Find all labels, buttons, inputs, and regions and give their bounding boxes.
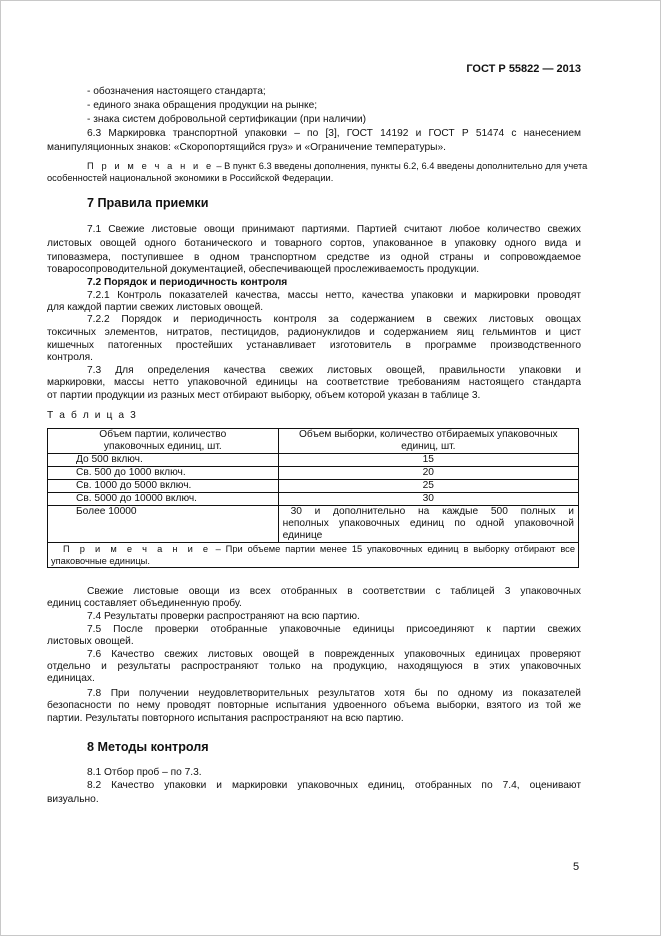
table-row (48, 467, 579, 480)
note-text: – В пункт 6.3 введены дополнения, пункты 6.2, 6.4 введены дополнительно для учета (216, 161, 588, 171)
table-note-row (48, 543, 579, 568)
table-note (48, 543, 579, 568)
table-cell: 30 и дополнительно на каждые 500 полных и неполных упаковочных единиц по одной упаковочной единице (278, 506, 578, 543)
note-text: – При объеме партии менее 15 упаковочных единиц в выборку отбирают все (215, 544, 575, 554)
table-cell: 20 (278, 467, 578, 480)
paragraph-7-1-line: типовазмера, поступившее в одном транспортном средстве из одной страны и сопровождаемое (47, 252, 581, 263)
sample-size-table (47, 428, 579, 568)
table-row (48, 454, 579, 467)
note-text: особенностей национальной экономики в Российской Федерации. (47, 173, 334, 183)
paragraph-7-8-line: партии. Результаты повторного испытания распространяют на всю партию. (47, 713, 404, 724)
paragraph-7-3-line: 7.3 Для определения качества свежих листовых овощей, правильности упаковки и (87, 365, 581, 376)
paragraph-7-6-line: единицах. (47, 673, 95, 684)
paragraph-8-2-line: визуально. (47, 794, 99, 805)
table-row (48, 506, 579, 543)
paragraph-8-1: 8.1 Отбор проб – по 7.3. (87, 767, 202, 778)
table-header-cell: Объем партии, количество упаковочных единиц, шт. (48, 429, 279, 454)
section-8-title: 8 Методы контроля (87, 740, 209, 754)
document-id: ГОСТ Р 55822 — 2013 (466, 63, 581, 75)
table-cell: Св. 5000 до 10000 включ. (48, 493, 279, 506)
table-cell: До 500 включ. (48, 454, 279, 467)
table-row (48, 493, 579, 506)
section-7-title: 7 Правила приемки (87, 196, 209, 210)
paragraph-7-1-line: листовых овощей одного ботанического и товарного сортов, упакованное в упаковку одного вида и (47, 238, 581, 249)
paragraph-7-5-line: 7.5 После проверки отобранные упаковочные единицы присоединяют к партии свежих (87, 624, 581, 635)
paragraph-7-2-1-line: для каждой партии свежих листовых овощей. (47, 302, 264, 313)
bullet-item: - единого знака обращения продукции на рынке; (87, 100, 318, 111)
note-label: П р и м е ч а н и е (87, 161, 214, 171)
note-label: П р и м е ч а н и е (63, 544, 211, 554)
paragraph-7-4: 7.4 Результаты проверки распространяют на всю партию. (87, 611, 360, 622)
paragraph-6-3-line: манипуляционных знаков: «Скоропортящийся груз» и «Ограничение температуры». (47, 142, 446, 153)
paragraph-line: Свежие листовые овощи из всех отобранных в соответствии с таблицей 3 упаковочных (87, 586, 581, 597)
paragraph-7-1-line: 7.1 Свежие листовые овощи принимают партиями. Партией считают любое количество свежих (87, 224, 581, 235)
bullet-item: - обозначения настоящего стандарта; (87, 86, 266, 97)
table-cell: Св. 500 до 1000 включ. (48, 467, 279, 480)
paragraph-7-2-2-line: контроля. (47, 352, 93, 363)
table-header-row (48, 429, 579, 454)
table-cell: 30 (278, 493, 578, 506)
paragraph-7-3-line: от партии продукции из разных мест отбирают выборку, объем которой указан в таблице 3. (47, 390, 481, 401)
subsection-7-2-title: 7.2 Порядок и периодичность контроля (87, 277, 288, 288)
paragraph-7-8-line: безопасности по нему проводят повторные испытания удвоенного объема выборки, взятого из той же (47, 700, 581, 711)
page-number: 5 (573, 861, 580, 873)
table-cell: Св. 1000 до 5000 включ. (48, 480, 279, 493)
paragraph-7-2-2-line: токсичных элементов, нитратов, пестицидов, радионуклидов и содержанием яиц гельминтов и цист (47, 327, 581, 338)
paragraph-7-3-line: маркировки, массы нетто упаковочной единицы на соответствие требованиям настоящего стандарта (47, 377, 581, 388)
paragraph-7-2-1-line: 7.2.1 Контроль показателей качества, массы нетто, качества упаковки и маркировки проводят (87, 290, 581, 301)
table-header-cell: Объем выборки, количество отбираемых упаковочных единиц, шт. (278, 429, 578, 454)
paragraph-7-6-line: 7.6 Качество свежих листовых овощей в поврежденных упаковочных единицах проверяют (87, 649, 581, 660)
table-cell: 15 (278, 454, 578, 467)
note-text: упаковочные единицы. (51, 556, 150, 566)
paragraph-7-1-line: товаросопроводительной документацией, обеспечивающей прослеживаемость продукции. (47, 264, 480, 275)
paragraph-7-2-2-line: кишечных патогенных простейших устанавливает изготовитель в программе производственного (47, 340, 581, 351)
bullet-item: - знака систем добровольной сертификации (при наличии) (87, 114, 367, 125)
table-cell: 25 (278, 480, 578, 493)
paragraph-7-2-2-line: 7.2.2 Порядок и периодичность контроля за содержанием в свежих листовых овощах (87, 314, 581, 325)
paragraph-7-5-line: листовых овощей. (47, 636, 134, 647)
paragraph-8-2-line: 8.2 Качество упаковки и маркировки упаковочных единиц, отобранных по 7.4, оценивают (87, 780, 581, 791)
paragraph-7-6-line: отдельно и результаты распространяют только на продукцию, находящуюся в этих упаковочных (47, 661, 581, 672)
table-row (48, 480, 579, 493)
table-cell: Более 10000 (48, 506, 279, 543)
paragraph-7-8-line: 7.8 При получении неудовлетворительных результатов хотя бы по одному из показателей (87, 688, 581, 699)
paragraph-line: единиц составляет объединенную пробу. (47, 598, 242, 609)
table-caption: Т а б л и ц а 3 (47, 410, 138, 421)
paragraph-6-3-line: 6.3 Маркировка транспортной упаковки – по [3], ГОСТ 14192 и ГОСТ Р 51474 с нанесением (87, 128, 581, 139)
